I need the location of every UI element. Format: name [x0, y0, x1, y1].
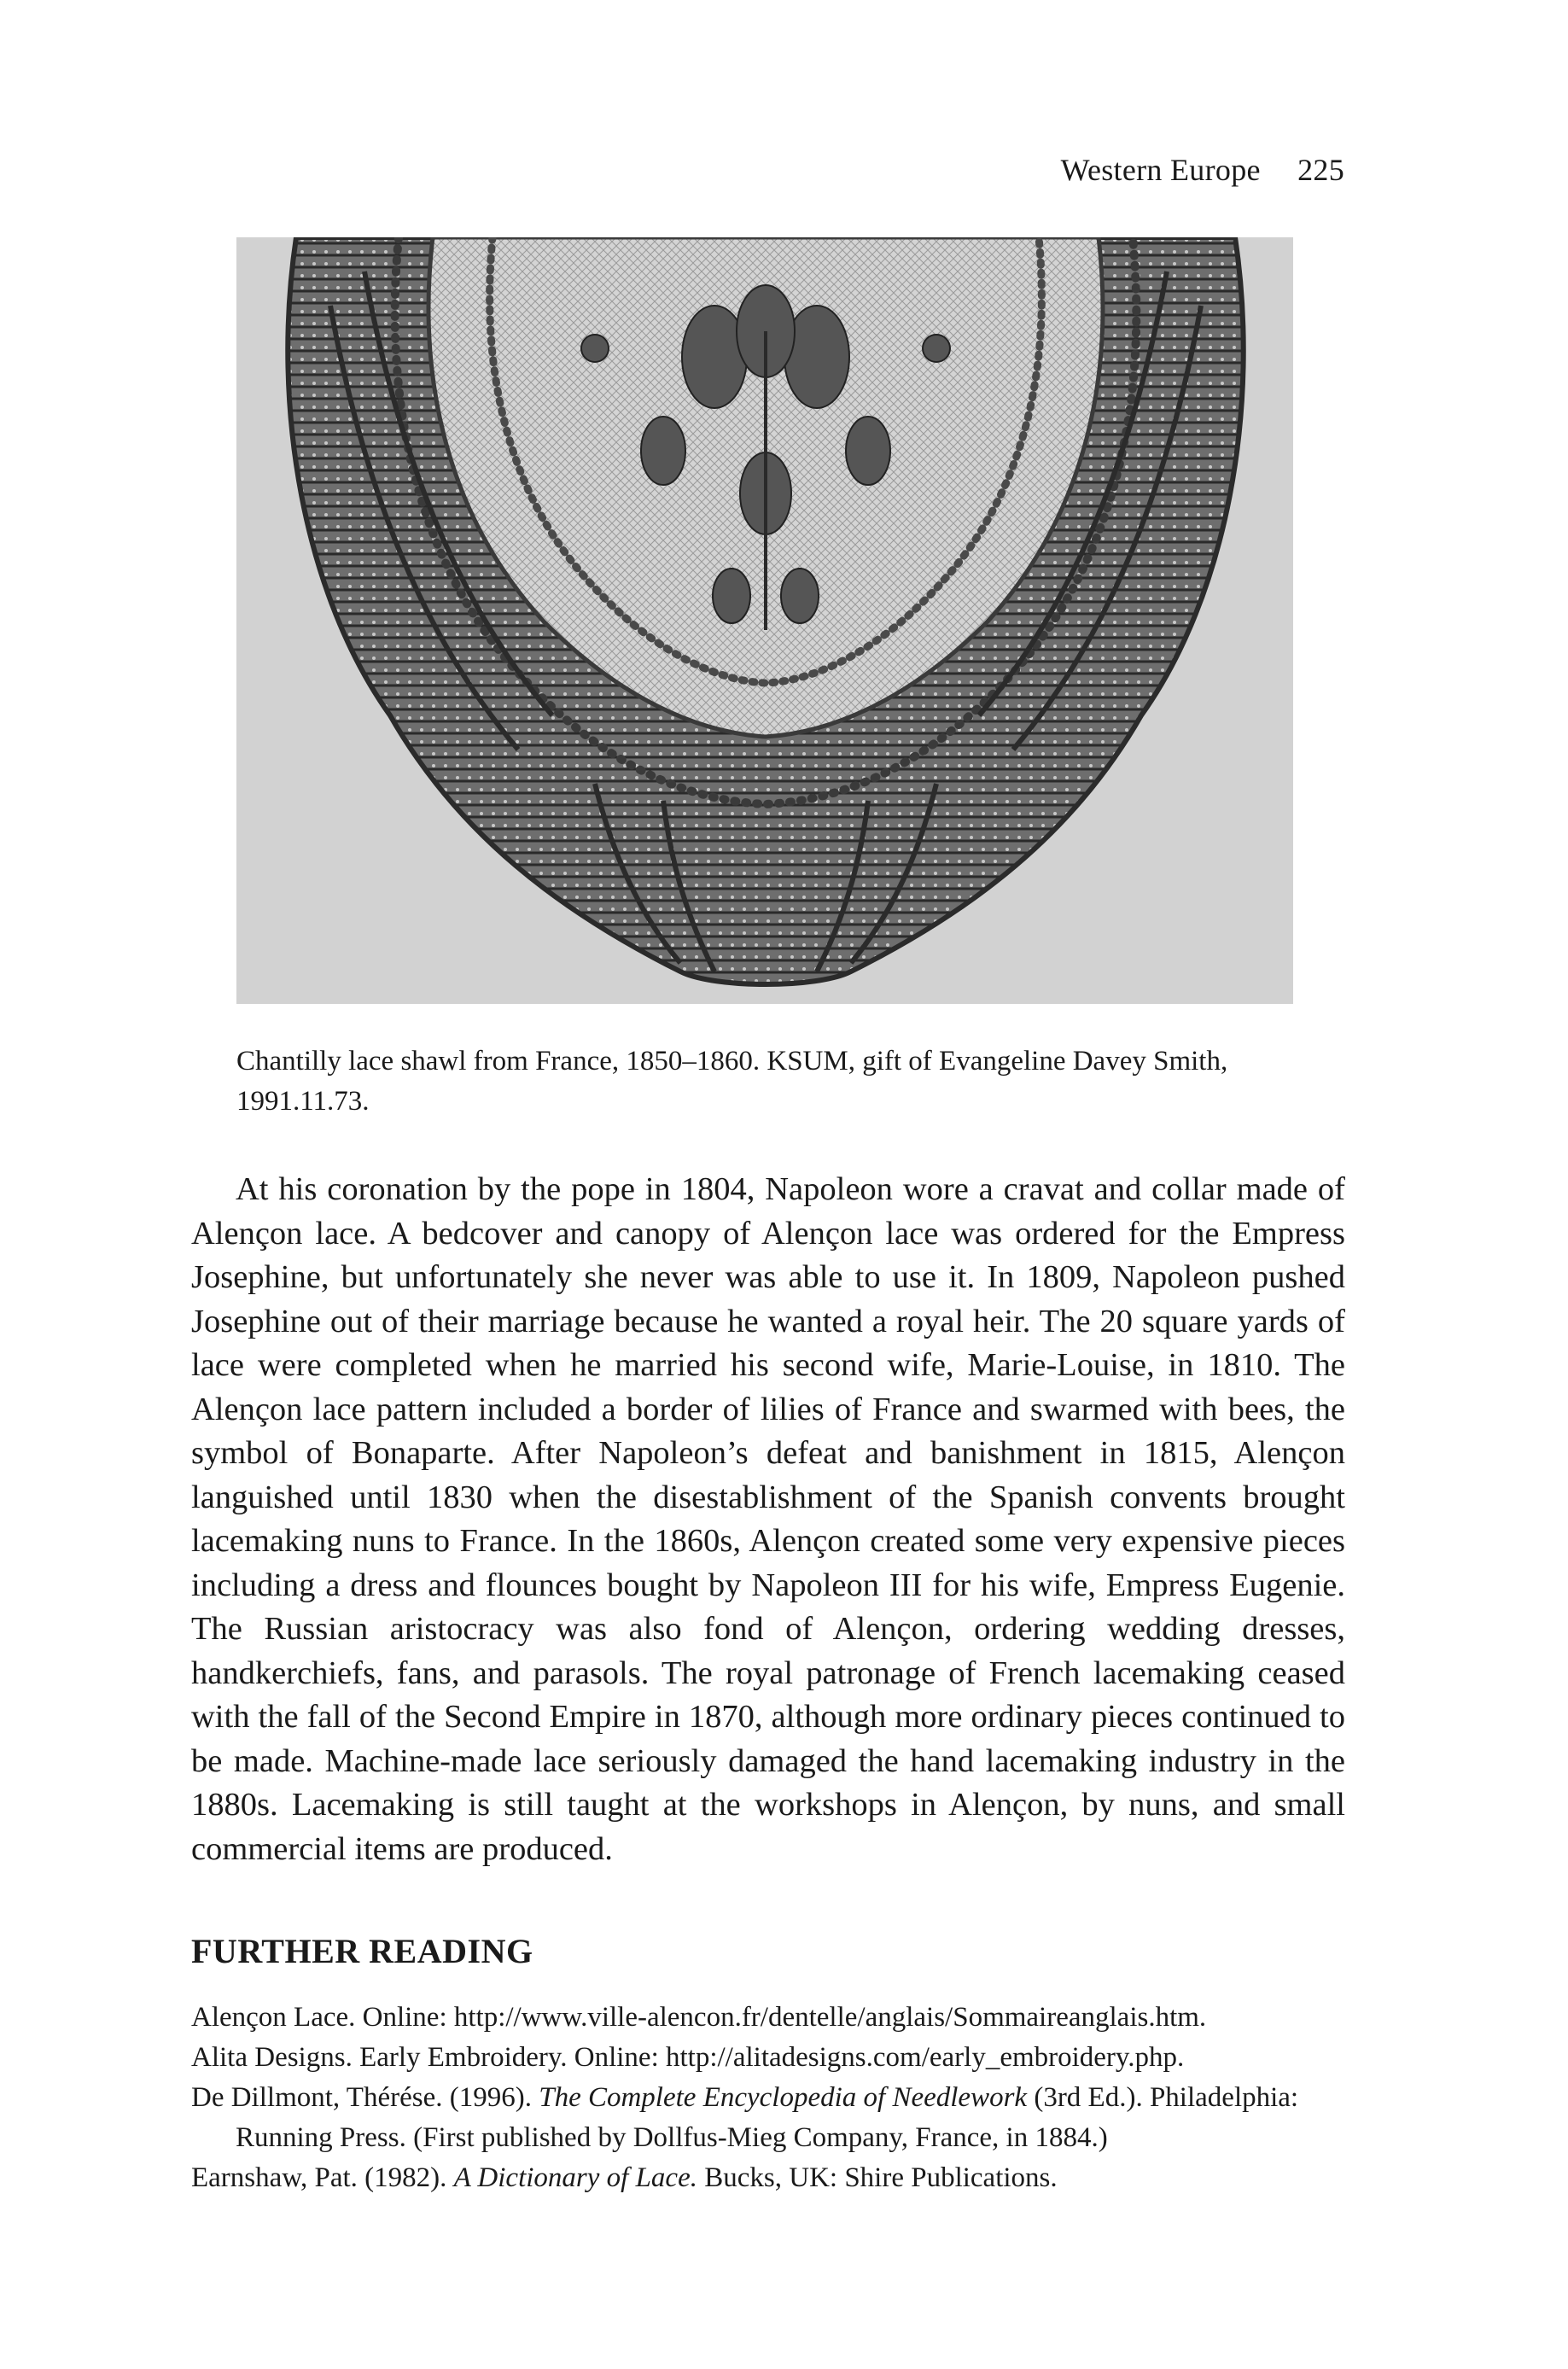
body-paragraph: At his coronation by the pope in 1804, Napoleon wore a cravat and collar made of Alençon lace. A bedcover and canopy of Alençon lace was ordered for the Empress Josephine, but unfortunately she never was able to use it. In 1809, Napoleon pushed Josephine out of their marriage because he wanted a royal heir. The 20 square yards of lace were completed when he married his second wife, Marie-Louise, in 1810. The Alençon lace pattern included a border of lilies of France and swarmed with bees, the symbol of Bonaparte. After Napoleon’s defeat and banishment in 1815, Alençon languished until 1830 when the disestablishment of the Spanish convents brought lacemaking nuns to France. In the 1860s, Alençon created some very expensive pieces including a dress and flounces bought by Napoleon III for his wife, Empress Eugenie. The Russian aristocracy was also fond of Alençon, ordering wedding dresses, handkerchiefs, fans, and parasols. The royal patronage of French lacemaking ceased with the fall of the Second Empire in 1870, although more ordinary pieces continued to be made. Machine-made lace seriously damaged the hand lacemaking industry in the 1880s. Lacemaking is still taught at the workshops in Alençon, by nuns, and small commercial items are produced. — [191, 1171, 1345, 1867]
reference-item — [191, 2158, 1386, 2198]
reference-text: (3rd Ed.). Philadelphia: Running Press. (First published by Dollfus-Mieg Company, France, in 1884.) — [236, 2082, 1299, 2153]
further-reading-heading: FURTHER READING — [191, 1932, 533, 1970]
reference-item — [191, 2078, 1386, 2158]
reference-text: Alita Designs. Early Embroidery. Online: http://alitadesigns.com/early_embroidery.php. — [191, 2042, 1185, 2073]
reference-item — [191, 1998, 1386, 2038]
reference-text: Bucks, UK: Shire Publications. — [697, 2162, 1058, 2193]
running-head-title: Western Europe — [1060, 153, 1261, 187]
running-head — [1061, 152, 1344, 188]
reference-title: The Complete Encyclopedia of Needlework — [539, 2082, 1028, 2113]
reference-text: Alençon Lace. Online: http://www.ville-alencon.fr/dentelle/anglais/Sommaireanglais.htm. — [191, 2002, 1207, 2033]
lace-shawl-illustration — [236, 237, 1293, 1004]
page-number: 225 — [1297, 153, 1344, 187]
reference-text: Earnshaw, Pat. (1982). — [191, 2162, 454, 2193]
reference-title: A Dictionary of Lace. — [453, 2162, 697, 2193]
reference-text: De Dillmont, Thérése. (1996). — [191, 2082, 539, 2113]
reference-list — [191, 1998, 1386, 2198]
figure-caption: Chantilly lace shawl from France, 1850–1860. KSUM, gift of Evangeline Davey Smith, 1991.11.73. — [236, 1046, 1228, 1117]
lace-shawl-photo — [236, 237, 1293, 1004]
reference-item — [191, 2038, 1386, 2078]
